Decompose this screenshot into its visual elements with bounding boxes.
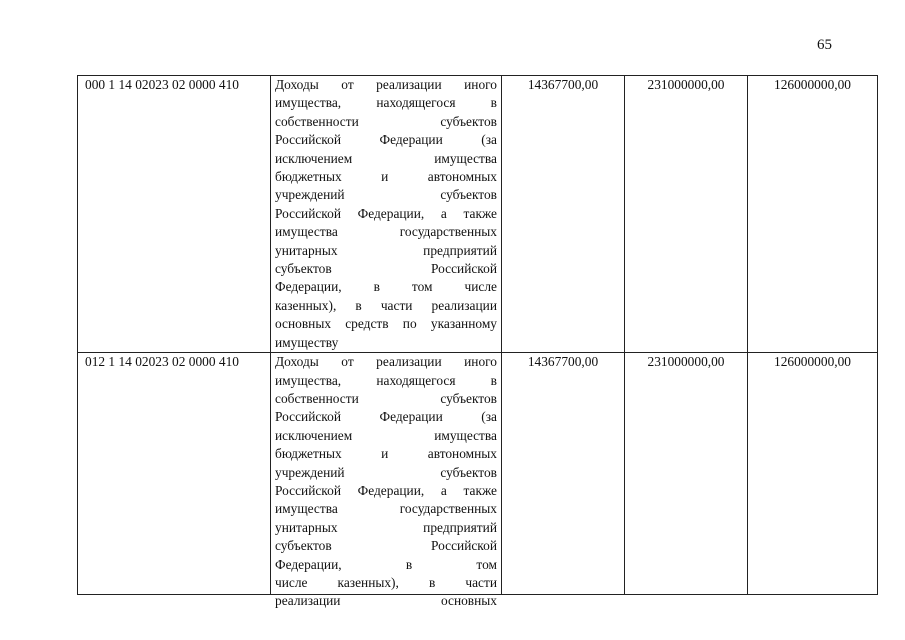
amount-cell: 231000000,00	[625, 353, 748, 595]
description-line: имущества, находящегося в	[275, 95, 497, 111]
amount-cell: 14367700,00	[502, 353, 625, 595]
description-line: бюджетных и автономных	[275, 446, 497, 462]
amount-cell: 231000000,00	[625, 76, 748, 353]
description-line: имущества государственных	[275, 501, 497, 517]
description-line: собственности субъектов	[275, 390, 497, 406]
amount-cell: 14367700,00	[502, 76, 625, 353]
description-line: учреждений субъектов	[275, 464, 497, 480]
description-line: Российской Федерации (за	[275, 132, 497, 148]
description-line: бюджетных и автономных	[275, 169, 497, 185]
revenue-description	[271, 353, 502, 609]
budget-classification-code: 000 1 14 02023 02 0000 410	[78, 76, 271, 353]
description-line: собственности субъектов	[275, 113, 497, 129]
description-line: Доходы от реализации иного	[275, 77, 497, 92]
description-line: имущества государственных	[275, 224, 497, 240]
page-number: 65	[817, 37, 832, 53]
description-line: унитарных предприятий	[275, 242, 497, 258]
description-line: исключением имущества	[275, 150, 497, 166]
description-line: учреждений субъектов	[275, 187, 497, 203]
description-line: субъектов Российской	[275, 261, 497, 277]
description-line: исключением имущества	[275, 427, 497, 443]
description-line: основных средств по указанному	[275, 316, 497, 332]
description-line: Федерации, в том числе	[275, 279, 497, 295]
table-row	[78, 76, 878, 353]
amount-cell: 126000000,00	[748, 353, 878, 595]
revenue-description	[271, 76, 502, 353]
amount-cell: 126000000,00	[748, 76, 878, 353]
description-line: Российской Федерации, а также	[275, 482, 497, 498]
description-line: Федерации, в том	[275, 556, 497, 572]
table-row	[78, 353, 878, 595]
description-line: унитарных предприятий	[275, 519, 497, 535]
description-line: Российской Федерации, а также	[275, 205, 497, 221]
budget-classification-code: 012 1 14 02023 02 0000 410	[78, 353, 271, 595]
description-line: имущества, находящегося в	[275, 372, 497, 388]
description-line: казенных), в части реализации	[275, 297, 497, 313]
description-line: числе казенных), в части	[275, 574, 497, 590]
description-line: Российской Федерации (за	[275, 409, 497, 425]
revenue-table	[77, 75, 878, 609]
description-line: Доходы от реализации иного	[275, 354, 497, 370]
description-line: реализации основных	[275, 593, 497, 609]
description-line: имуществу	[275, 334, 339, 350]
description-line: субъектов Российской	[275, 538, 497, 554]
